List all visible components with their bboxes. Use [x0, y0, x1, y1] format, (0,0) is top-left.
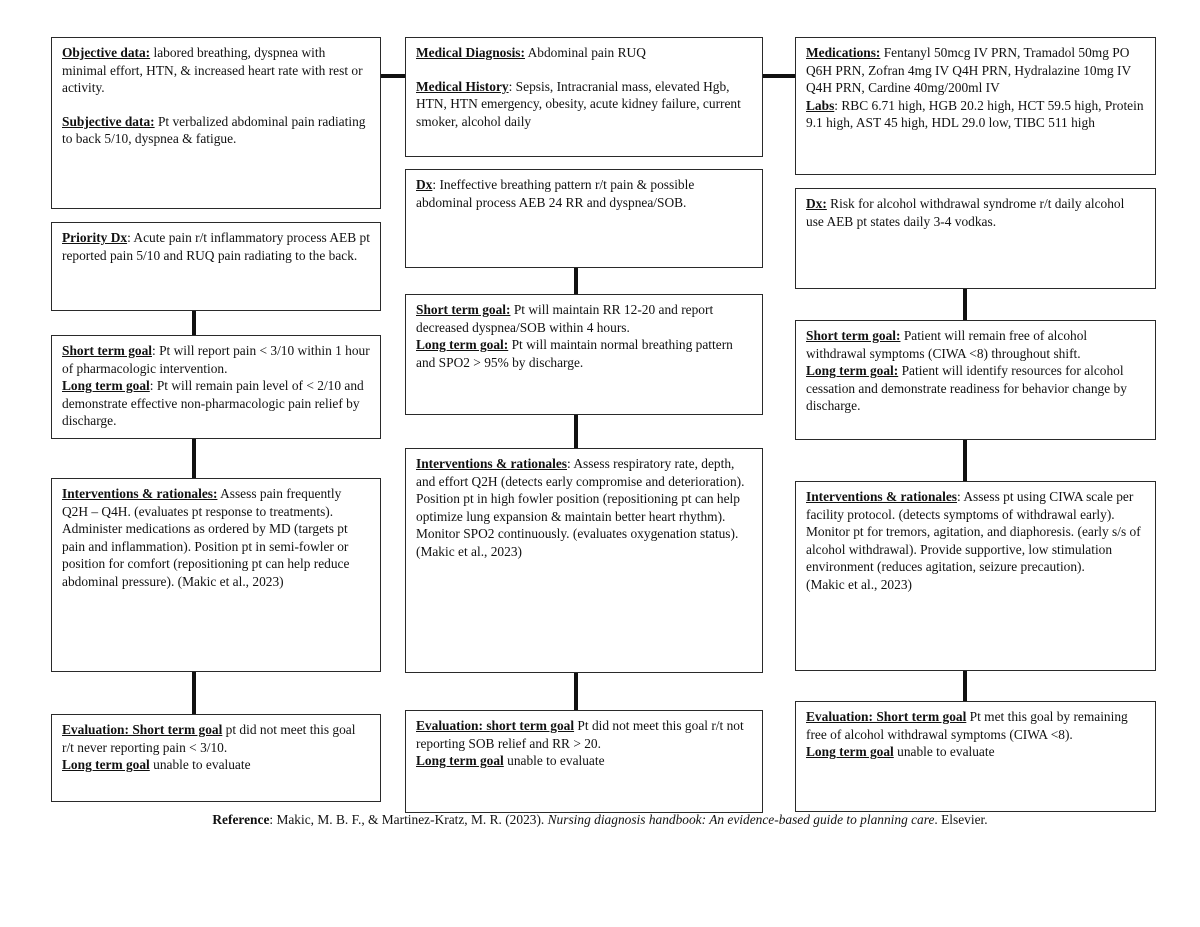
col1-interventions-box	[51, 478, 381, 672]
medical-history-text: : Sepsis, Intracranial mass, elevated Hgb, HTN, HTN emergency, obesity, acute kidney failure, current smoker, alcohol daily	[416, 78, 741, 129]
col2-interventions-label: Interventions & rationales	[416, 456, 568, 471]
col2-eval-short-label: Evaluation: short term goal	[416, 718, 575, 733]
col1-evaluation-box	[51, 714, 381, 802]
col2-eval-long-label: Long term goal	[416, 753, 504, 769]
col1-eval-long-text: unable to evaluate	[149, 757, 251, 773]
col2-long-goal-label: Long term goal:	[416, 337, 509, 353]
col2-dx-text: : Ineffective breathing pattern r/t pain & possible abdominal process AEB 24 RR and dyspnea/SOB.	[416, 177, 695, 210]
col3-dx-text: Risk for alcohol withdrawal syndrome r/t daily alcohol use AEB pt states daily 3-4 vodkas.	[806, 196, 1125, 229]
col1-eval-long-label: Long term goal	[62, 757, 150, 773]
col1-short-goal-text: : Pt will report pain < 3/10 within 1 hour of pharmacologic intervention.	[62, 343, 370, 376]
col2-eval-short-text: Pt did not meet this goal r/t not reporting SOB relief and RR > 20.	[416, 718, 744, 751]
col3-short-goal-label: Short term goal:	[806, 328, 901, 343]
subjective-text: Pt verbalized abdominal pain radiating to back 5/10, dyspnea & fatigue.	[62, 113, 366, 147]
connector-col2-dx-goals	[574, 268, 578, 294]
priority-dx-text: : Acute pain r/t inflammatory process AEB pt reported pain 5/10 and RUQ pain radiating to the back.	[62, 230, 370, 263]
connector-col2-goals-interventions	[574, 415, 578, 448]
col2-short-goal-label: Short term goal:	[416, 302, 511, 317]
medications-text: Fentanyl 50mcg IV PRN, Tramadol 50mg PO Q6H PRN, Zofran 4mg IV Q4H PRN, Hydralazine 10mg IV Q4H PRN, Cardine 40mg/200ml IV	[806, 45, 1131, 96]
col3-short-goal-text: Patient will remain free of alcohol withdrawal symptoms (CIWA <8) throughout shift.	[806, 328, 1088, 361]
medical-diagnosis-label: Medical Diagnosis:	[416, 45, 525, 60]
col3-dx-label: Dx:	[806, 196, 827, 211]
reference-label: Reference	[212, 812, 270, 827]
subjective-label: Subjective data:	[62, 113, 155, 129]
col3-long-goal-label: Long term goal:	[806, 363, 899, 379]
col3-eval-long-text: unable to evaluate	[893, 744, 995, 760]
col2-interventions-box	[405, 448, 763, 673]
col1-eval-short-text: pt did not meet this goal r/t never reporting pain < 3/10.	[62, 722, 356, 755]
reference-publisher: . Elsevier.	[934, 812, 988, 827]
col2-interventions-text: : Assess respiratory rate, depth, and effort Q2H (detects early compromise and deterioration). Position pt in high fowler position (repositioning pt can help optimize lung expansion & maintain better heart rhythm). Monitor SPO2 continuously. (evaluates oxygenation status). (Makic et al., 2023)	[416, 456, 745, 559]
connector-col1-dx-goals	[192, 311, 196, 335]
objective-label: Objective data:	[62, 45, 151, 60]
medications-box	[795, 37, 1156, 175]
col1-short-goal-label: Short term goal	[62, 343, 152, 358]
col1-long-goal-text: : Pt will remain pain level of < 2/10 and demonstrate effective non-pharmacologic pain relief by discharge.	[62, 378, 364, 429]
col1-interventions-text: Assess pain frequently Q2H – Q4H. (evaluates pt response to treatments). Administer medications as ordered by MD (targets pt pain and inflammation). Position pt in semi-fowler or position for comfort (repositioning pt can help reduce abdominal pressure). (Makic et al., 2023)	[62, 486, 350, 589]
col1-long-goal-label: Long term goal	[62, 378, 150, 394]
connector-col2-interventions-evaluation	[574, 673, 578, 710]
connector-col3-interventions-evaluation	[963, 671, 967, 701]
assessment-box	[51, 37, 381, 209]
priority-dx-box	[51, 222, 381, 311]
col3-dx-box	[795, 188, 1156, 289]
col1-goals-box	[51, 335, 381, 439]
reference-authors: : Makic, M. B. F., & Martinez-Kratz, M. R. (2023).	[269, 812, 548, 827]
connector-col1-goals-interventions	[192, 439, 196, 478]
reference-line	[0, 811, 1200, 829]
col3-eval-short-text: Pt met this goal by remaining free of alcohol withdrawal symptoms (CIWA <8).	[806, 709, 1128, 742]
col2-short-goal-text: Pt will maintain RR 12-20 and report decreased dyspnea/SOB within 4 hours.	[416, 302, 714, 335]
col2-dx-label: Dx	[416, 177, 433, 192]
col2-goals-box	[405, 294, 763, 415]
col3-long-goal-text: Patient will identify resources for alcohol cessation and demonstrate readiness for behavior change by discharge.	[806, 363, 1127, 414]
reference-title: Nursing diagnosis handbook: An evidence-based guide to planning care	[547, 812, 935, 827]
labs-label: Labs	[806, 97, 835, 113]
labs-text: : RBC 6.71 high, HGB 20.2 high, HCT 59.5 high, Protein 9.1 high, AST 45 high, HDL 29.0 low, TIBC 511 high	[806, 97, 1144, 131]
col3-goals-box	[795, 320, 1156, 440]
col2-eval-long-text: unable to evaluate	[503, 753, 605, 769]
col3-interventions-box	[795, 481, 1156, 671]
col2-dx-box	[405, 169, 763, 268]
connector-col3-dx-goals	[963, 289, 967, 320]
col3-evaluation-box	[795, 701, 1156, 812]
medications-label: Medications:	[806, 45, 881, 60]
col3-eval-long-label: Long term goal	[806, 744, 894, 760]
col3-interventions-citation: (Makic et al., 2023)	[806, 576, 912, 592]
col1-eval-short-label: Evaluation: Short term goal	[62, 722, 223, 737]
medical-diagnosis-box	[405, 37, 763, 157]
connector-diagnosis-medications	[763, 74, 795, 78]
col1-interventions-label: Interventions & rationales:	[62, 486, 218, 501]
col3-eval-short-label: Evaluation: Short term goal	[806, 709, 967, 724]
col3-interventions-label: Interventions & rationales	[806, 489, 958, 504]
col2-evaluation-box	[405, 710, 763, 813]
connector-assessment-diagnosis	[381, 74, 405, 78]
col2-long-goal-text: Pt will maintain normal breathing pattern and SPO2 > 95% by discharge.	[416, 337, 733, 370]
medical-diagnosis-text: Abdominal pain RUQ	[524, 45, 646, 60]
connector-col3-goals-interventions	[963, 440, 967, 481]
objective-text: labored breathing, dyspnea with minimal effort, HTN, & increased heart rate with rest or activity.	[62, 45, 363, 96]
priority-dx-label: Priority Dx	[62, 230, 128, 245]
col3-interventions-text: : Assess pt using CIWA scale per facility protocol. (detects symptoms of withdrawal early). Monitor pt for tremors, agitation, and diaphoresis. (early s/s of alcohol withdrawal). Provide supportive, low stimulation environment (reduces agitation, seizure precaution).	[806, 489, 1141, 575]
connector-col1-interventions-evaluation	[192, 672, 196, 714]
medical-history-label: Medical History	[416, 78, 509, 94]
